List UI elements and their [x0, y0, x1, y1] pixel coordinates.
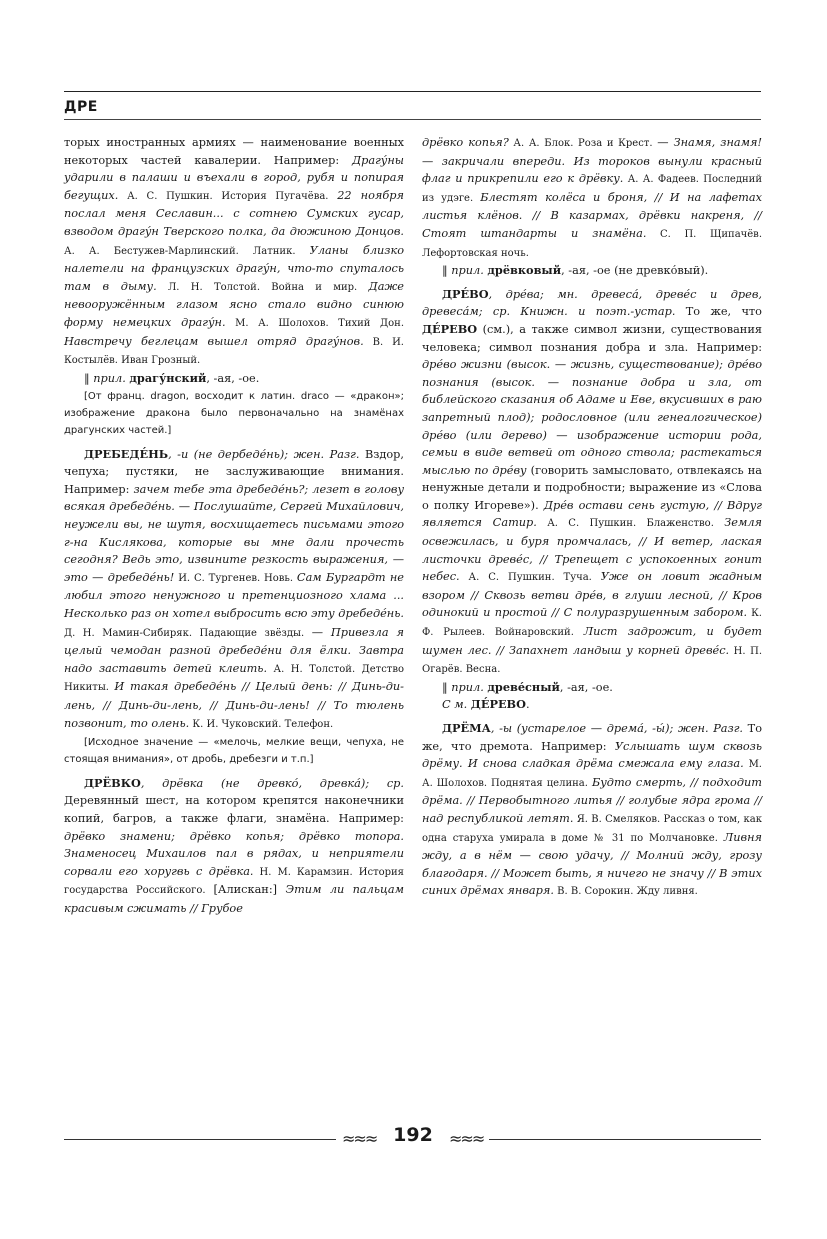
- header-rule: [64, 91, 761, 92]
- etymology-note: [Исходное значение — «мелочь, мелкие вещи, чепуха, не стоящая внимания», от дробь, дребезги и т.п.]: [64, 737, 404, 765]
- page-footer: [64, 1125, 761, 1153]
- footer-rule-left: [64, 1139, 336, 1140]
- entry-drevo: ДРЕ́ВО, дре́ва; мн. древеса́, древе́с и древ, древеса́м; ср. Книжн. и поэт.-устар. То же, что ДЕ́РЕВО (см.), а также символ жизни, существования человека; символ познания добра и зла. Например: дре́во жизни (высок. — жизнь, существование); дре́во познания (высок. — познание добра и зла, от библейского сказания об Адаме и Еве, вкусивших в раю запретный плод); родословное (или генеалогическое) дре́во (или дерево) — изображение истории рода, семьи в виде ветвей от одного ствола; растекаться мыслью по дре́ву (говорить замысловато, отвлекаясь на ненужные детали и подробности; выражение из «Слова о полку Игореве»). Дре́в остави сень густую, // Вдруг является Сатир. А. С. Пушкин. Блаженство. Земля освежилась, и буря промчалась, // И ветер, лаская листочки древе́с, // Трепещет с успокоенных гонит небес. А. С. Пушкин. Туча. Уже он ловит жадным взором // Сквозь ветви дре́в, в глуши лесной, // Кров одинокий и простой // С полуразрушенным забором. К. Ф. Рылеев. Войнаровский. Лист задрожит, и будет шумен лес. // Запахнет ландыш у корней древе́с. Н. П. Огарёв. Весна.: [422, 286, 763, 676]
- page-number: 192: [393, 1124, 433, 1146]
- entry-dryoma: ДРЁМА, -ы (устарелое — дрема́, -ы́); жен. Разг. То же, что дремота. Например: Услышать шум сквозь дрёму. И снова сладкая дрёма смежала ему глаза. М. А. Шолохов. Поднятая целина. Будто смерть, // подходит дрёма. // Первобытного литья // голубые ядра грома // над республикой летят. Я. В. Смеляков. Рассказ о том, как одна старуха умирала в доме № 31 по Молчановке. Ливня жду, а в нём — свою удачу, // Молний жду, грозу благодаря. // Может быть, я ничего не значу // В этих синих дрёмах января. В. В. Сорокин. Жду ливня.: [422, 721, 763, 898]
- entry-drebeden: ДРЕБЕДЕ́НЬ, -и (не дербеде́нь); жен. Разг. Вздор, чепуха; пустяки, не заслуживающие внимания. Например: зачем тебе эта дребеде́нь?; лезет в голову всякая дребеде́нь. — Послушайте, Сергей Михайлович, неужели вы, не шутя, восхищаетесь письмами этого г-на Кислякова, которые вы мне дали прочесть сегодня? Ведь это, извините резкость выражения, — это — дребеде́нь! И. С. Тургенев. Новь. Сам Бургардт не любил этого ненужного и претенциозного хлама ... Несколько раз он хотел выбросить всю эту дребеде́нь. Д. Н. Мамин-Сибиряк. Падающие звёзды. — Привезла я целый чемодан разной дребеде́ни для ёлки. Завтра надо заставить детей клеить. А. Н. Толстой. Детство Никиты. И такая дребеде́нь // Целый день: // Динь-ди-лень, // Динь-ди-лень, // Динь-ди-лень! // То тюлень позвонит, то олень. К. И. Чуковский. Телефон.: [64, 446, 404, 730]
- footer-rule-right: [489, 1139, 761, 1140]
- ornament-right-icon: ≈≈≈: [449, 1129, 484, 1148]
- section-label: ДРЕ: [64, 99, 98, 115]
- etymology-note: [От франц. dragon, восходит к латин. draco — «дракон»; изображение дракона было первоначально на знамёнах драгунских частей.]: [64, 391, 404, 436]
- right-column: [422, 134, 762, 901]
- header-subrule: [64, 119, 761, 120]
- cross-reference: С м. ДЕ́РЕВО.: [442, 697, 530, 712]
- adjective-line: ‖ прил. драгу́нский, -ая, -ое.: [84, 370, 260, 385]
- ornament-left-icon: ≈≈≈: [342, 1129, 377, 1148]
- entry-drevko: ДРЁВКО, дрёвка (не древко́, древка́); ср. Деревянный шест, на котором крепятся наконечники копий, багров, а также флаги, знамёна. Например: дрёвко знамени; дрёвко копья; дрёвко топора. Знаменосец Михаилов пал в рядах, и неприятели сорвали его хоругвь с дрёвка. Н. М. Карамзин. История государства Российского. [Алискан:] Этим ли пальцам красивым сжимать // Грубое: [64, 775, 404, 915]
- adjective-line: ‖ прил. дрёвковый, -ая, -ое (не древко́вый).: [442, 263, 709, 278]
- entry-continuation: торых иностранных армиях — наименование военных некоторых частей кавалерии. Например: Драгу́ны ударили в палаши и въехали в город, рубя и попирая бегущих. А. С. Пушкин. История Пугачёва. 22 ноября послал меня Сеславин... с сотнею Сумских гусар, взводом драгу́н Тверского полка, да дюжиною Донцов. А. А. Бестужев-Марлинский. Латник. Уланы близко налетели на французских драгу́н, что-то спуталось там в дыму. Л. Н. Толстой. Война и мир. Даже невооружённым глазом ясно стало видно синюю форму немецких драгу́н. М. А. Шолохов. Тихий Дон. Навстречу беглецам вышел отряд драгу́нов. В. И. Костылёв. Иван Грозный.: [64, 136, 405, 367]
- left-column: [64, 134, 404, 918]
- entry-continuation: дрёвко копья? А. А. Блок. Роза и Крест. — Знамя, знамя! — закричали впереди. Из тороков вынули красный флаг и прикрепили его к дрёвку. А. А. Фадеев. Последний из удэге. Блестят колёса и броня, // И на лафетах листья клёнов. // В казармах, дрёвки накреня, // Стоят штандарты и знамёна. С. П. Щипачёв. Лефортовская ночь.: [422, 136, 763, 259]
- adjective-line: ‖ прил. древе́сный, -ая, -ое.: [442, 679, 613, 694]
